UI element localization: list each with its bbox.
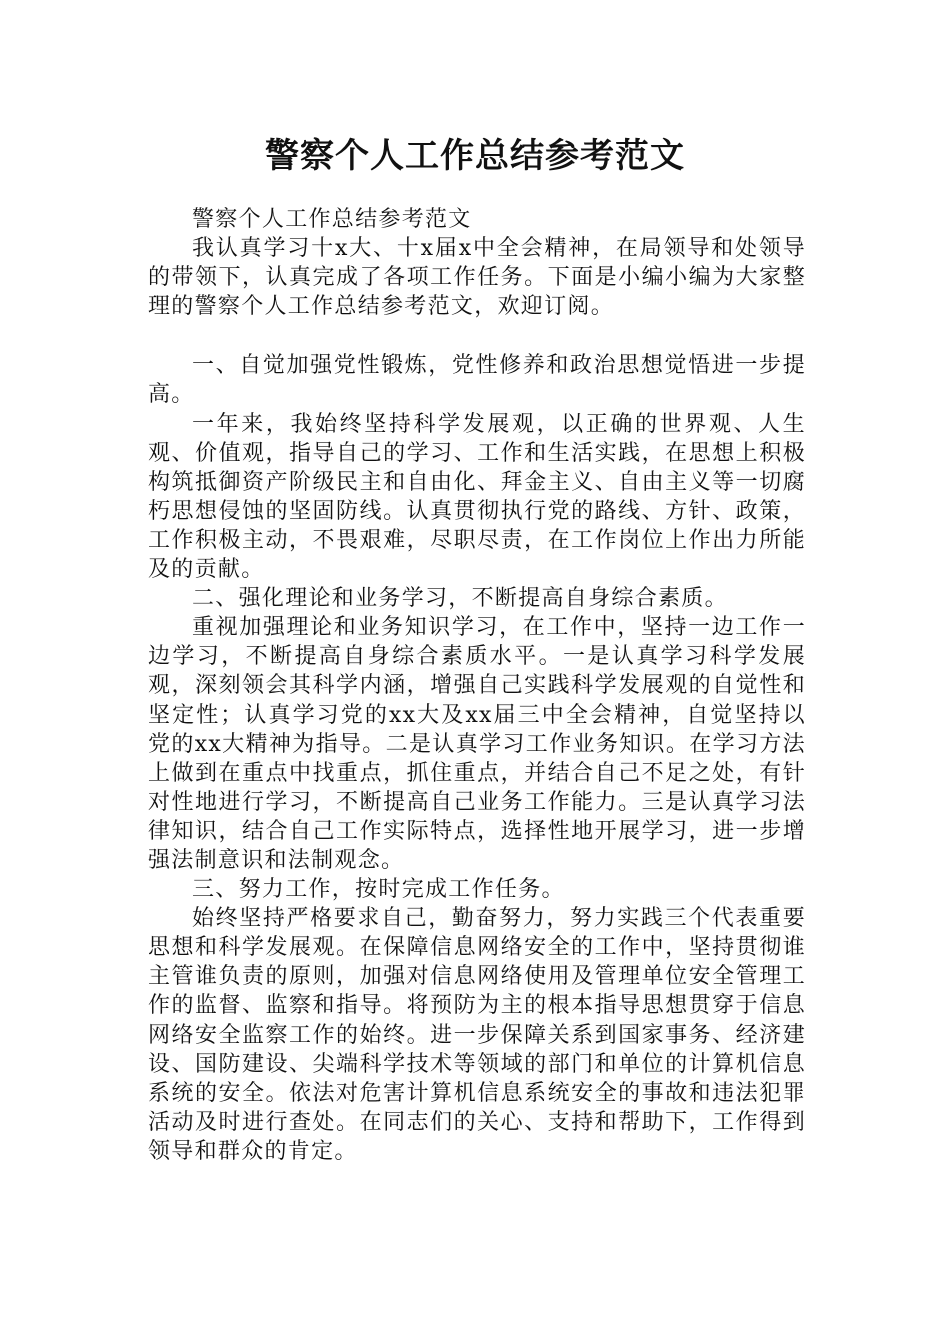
- section-heading-3: 三、努力工作，按时完成工作任务。: [192, 877, 565, 903]
- body-paragraph-section-1: 一年来，我始终坚持科学发展观，以正确的世界观、人生观、价值观，指导自己的学习、工作和生活实践，在思想上积极构筑抵御资产阶级民主和自由化、拜金主义、自由主义等一切腐朽思想侵蚀的坚固防线。认真贯彻执行党的路线、方针、政策，工作积极主动，不畏艰难，尽职尽责，在工作岗位上作出力所能及的贡献。: [148, 411, 806, 583]
- section-heading-1: 一、自觉加强党性锻炼，党性修养和政治思想觉悟进一步提高。: [148, 353, 806, 408]
- document-title: 警察个人工作总结参考范文: [265, 136, 685, 176]
- body-paragraph-section-2: 重视加强理论和业务知识学习，在工作中，坚持一边工作一边学习，不断提高自身综合素质水平。一是认真学习科学发展观，深刻领会其科学内涵，增强自己实践科学发展观的自觉性和坚定性；认真学习党的xx大及xx届三中全会精神，自觉坚持以党的xx大精神为指导。二是认真学习工作业务知识。在学习方法上做到在重点中找重点，抓住重点，并结合自己不足之处，有针对性地进行学习，不断提高自己业务工作能力。三是认真学习法律知识，结合自己工作实际特点，选择性地开展学习，进一步增强法制意识和法制观念。: [148, 615, 806, 873]
- body-paragraph-intro: 我认真学习十x大、十x届x中全会精神，在局领导和处领导的带领下，认真完成了各项工作任务。下面是小编小编为大家整理的警察个人工作总结参考范文，欢迎订阅。: [148, 236, 806, 320]
- document-body: [148, 205, 806, 1166]
- body-paragraph-section-3: 始终坚持严格要求自己，勤奋努力，努力实践三个代表重要思想和科学发展观。在保障信息网络安全的工作中，坚持贯彻谁主管谁负责的原则，加强对信息网络使用及管理单位安全管理工作的监督、监察和指导。将预防为主的根本指导思想贯穿于信息网络安全监察工作的始终。进一步保障关系到国家事务、经济建设、国防建设、尖端科学技术等领域的部门和单位的计算机信息系统的安全。依法对危害计算机信息系统安全的事故和违法犯罪活动及时进行查处。在同志们的关心、支持和帮助下，工作得到领导和群众的肯定。: [148, 906, 806, 1164]
- body-paragraph-subtitle: 警察个人工作总结参考范文: [192, 207, 472, 232]
- paragraph-spacer: [148, 321, 806, 351]
- section-heading-2: 二、强化理论和业务学习，不断提高自身综合素质。: [192, 586, 728, 612]
